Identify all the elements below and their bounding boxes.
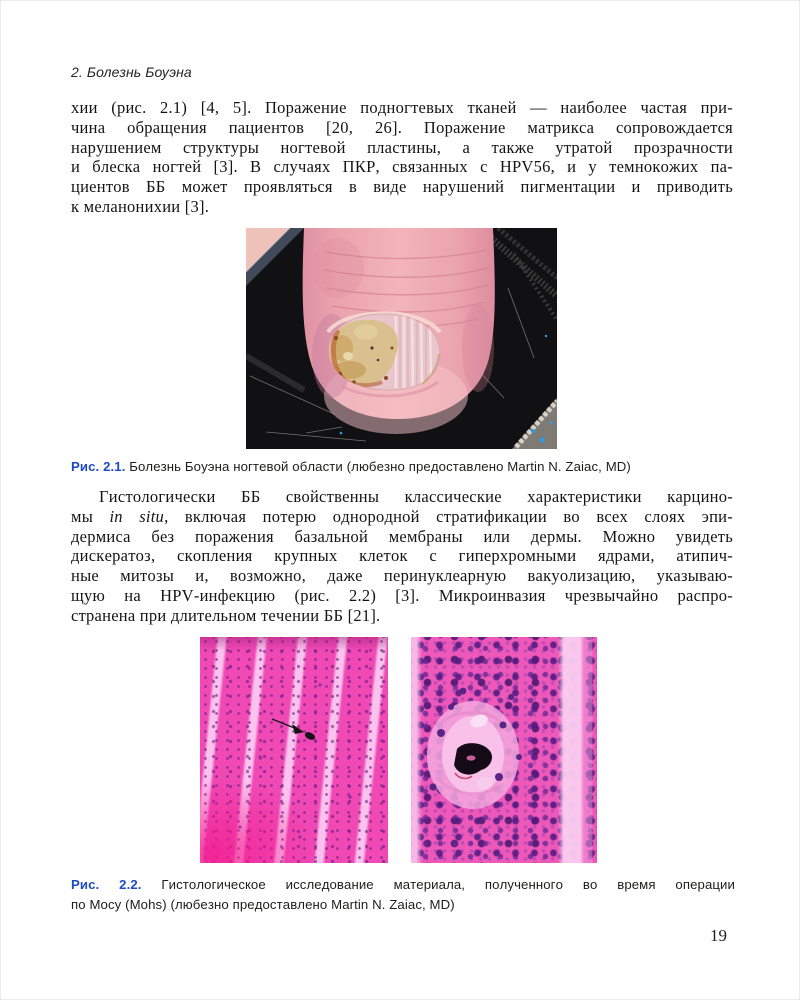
text-run: , включая потерю однородной стратификации во всех слоях эпи- [164,506,733,526]
running-head: 2. Болезнь Боуэна [71,64,192,80]
figure-2-1-photo [246,228,557,449]
text-line: к меланонихии [3]. [71,196,210,216]
text-line: дискератоз, скопления крупных клеток с гиперхромными ядрами, атипич- [71,546,733,566]
arrow-annotation [272,719,316,741]
paragraph-1 [71,98,733,217]
page-number: 19 [710,926,727,945]
nail-photo-illustration [246,228,557,449]
text-line: дермиса без поражения базальной мембраны или дермы. Можно увидеть [71,526,733,546]
text-run: мы [71,506,110,526]
text-line: и блеска ногтей [3]. В случаях ПКР, связанных с HPV56, и у темнокожих па- [71,157,733,177]
text-line: Гистологически ББ свойственны классические характеристики карцино- [99,487,733,506]
nuclei-specks [228,665,351,838]
histology-right-overlay [411,637,597,863]
text-line: нарушением структуры ногтевой пластины, а также утратой прозрачности [71,137,733,157]
caption-line [71,457,735,477]
text-line: странена при длительном течении ББ [21]. [71,605,381,625]
caption-text: Болезнь Боуэна ногтевой области (любезно предоставлено Martin N. Zaiac, MD) [125,459,631,474]
figure-2-2-histology-left [200,637,388,863]
caption-line [71,875,735,895]
finger [303,228,495,434]
histology-left-overlay [200,637,388,863]
text-line: щую на HPV-инфекцию (рис. 2.2) [3]. Микроинвазия чрезвычайно распро- [71,585,733,605]
text-line [71,507,733,527]
text-line: чина обращения пациентов [20, 26]. Поражение матрикса сопровождается [71,117,733,137]
figure-2-1-caption [71,457,735,477]
figure-2-2-caption [71,875,735,915]
caption-text: Гистологическое исследование материала, полученного во время операции [141,877,735,892]
text-line: хии (рис. 2.1) [4, 5]. Поражение подногтевых тканей — наиболее частая при- [71,98,733,117]
nail-plate [329,314,440,390]
paragraph-2 [71,487,733,626]
caption-line: по Мосу (Mohs) (любезно предоставлено Martin N. Zaiac, MD) [71,896,455,912]
text-line: циентов ББ может проявляться в виде нарушений пигментации и приводить [71,177,733,197]
text-line: ные митозы и, возможно, даже перинуклеарную вакуолизацию, указываю- [71,566,733,586]
figure-2-1-label: Рис. 2.1. [71,459,126,474]
figure-2-2-label: Рис. 2.2. [71,877,142,892]
figure-2-2-histology-right [411,637,597,863]
latin-term: in situ [109,506,165,526]
